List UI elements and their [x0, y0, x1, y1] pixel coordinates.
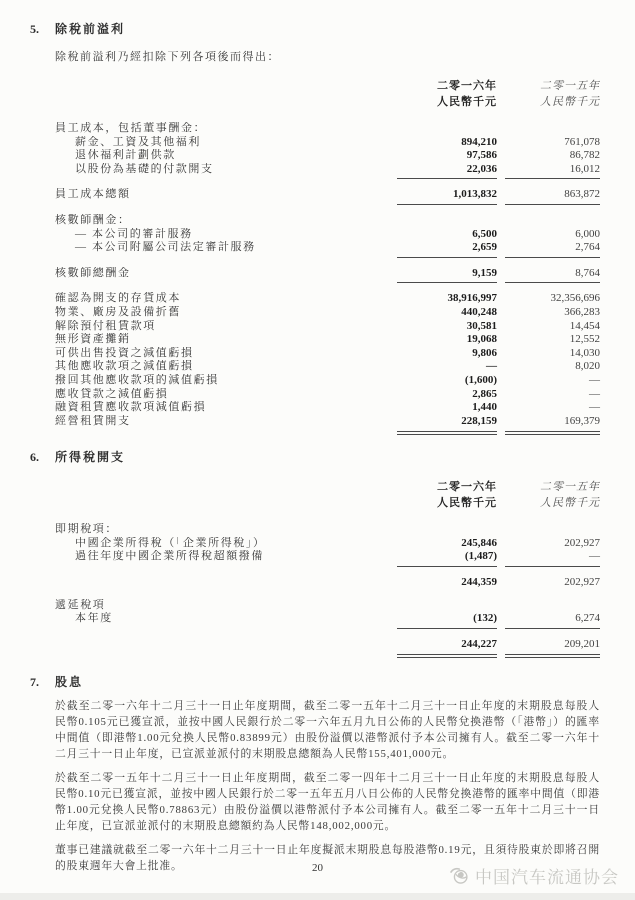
- value-2015: 14,030: [569, 346, 600, 359]
- col-header-2016-year: 二零一六年: [437, 80, 497, 92]
- table-row: [55, 163, 600, 180]
- value-2015: 761,078: [564, 135, 600, 148]
- section6-heading: [30, 450, 600, 465]
- value-2016: (132): [397, 612, 497, 629]
- row-label: 過往年度中國企業所得稅超額撥備: [75, 550, 264, 563]
- value-2015: 14,454: [569, 319, 600, 332]
- section6-column-year-header: [55, 479, 600, 495]
- value-2015: —: [589, 373, 600, 386]
- row-label: 物業、廠房及設備折舊: [55, 305, 181, 318]
- table-row: [55, 122, 600, 136]
- row-label: 確認為開支的存貨成本: [55, 292, 181, 305]
- value-2016: 9,806: [472, 346, 497, 359]
- row-label: 融資租賃應收款項減值虧損: [55, 401, 207, 414]
- row-label: 員工成本，包括董事酬金：: [55, 122, 207, 134]
- value-2015: —: [589, 401, 600, 414]
- row-label: 解除預付租賃款項: [55, 319, 156, 332]
- row-label: 員工成本總額: [55, 188, 131, 201]
- value-2015: 209,201: [505, 638, 600, 659]
- table-row: [55, 523, 600, 537]
- row-label: 中國企業所得稅（「企業所得稅」）: [75, 536, 266, 549]
- value-2016: 1,440: [472, 401, 497, 414]
- section5-column-year-header: [55, 78, 600, 94]
- row-label: 退休福利計劃供款: [75, 149, 176, 162]
- table-row: [55, 214, 600, 228]
- value-2015: 86,782: [569, 149, 600, 162]
- row-label: — 本公司的審計服務: [75, 227, 193, 240]
- table-spacer-row: [55, 283, 600, 292]
- value-2015: 366,283: [564, 305, 600, 318]
- col-header-2016-unit: 人民幣千元: [437, 497, 497, 510]
- table-row: [55, 599, 600, 613]
- row-label: 應收貸款之減值虧損: [55, 387, 169, 400]
- value-2016: 6,500: [472, 227, 497, 240]
- row-label: 撥回其他應收款項的減值虧損: [55, 373, 219, 386]
- value-2016: 440,248: [461, 305, 497, 318]
- table-row: [55, 576, 600, 590]
- dividend-paragraph-1: 於截至二零一六年十二月三十一日止年度期間，截至二零一五年十二月三十一日止年度的末期股息每股人民幣0.105元已獲宣派，並按中國人民銀行於二零一六年五月九日公佈的人民幣兌換港幣（「港幣」）的匯率中間值（即港幣1.00元兌換人民幣0.83899元）由股份溢價以港幣派付予本公司擁有人。截至二零一六年十二月三十一日止年度，已宣派並派付的末期股息總額為人民幣155,401,000元。: [55, 700, 600, 761]
- section5-intro: 除稅前溢利乃經扣除下列各項後而得出：: [55, 51, 280, 63]
- value-2016: 2,865: [472, 387, 497, 400]
- value-2015: 2,764: [505, 241, 600, 258]
- watermark-text: 中国汽车流通协会: [475, 868, 619, 887]
- row-label: 以股份為基礎的付款開支: [75, 162, 214, 175]
- col-header-2015-unit: 人民幣千元: [540, 497, 600, 510]
- table-row: [55, 188, 600, 205]
- profit-before-tax-table: [55, 122, 600, 435]
- section5-heading: [30, 22, 600, 37]
- value-2015: 6,000: [575, 227, 600, 240]
- value-2016: —: [486, 360, 497, 373]
- section5-column-unit-header: [55, 94, 600, 110]
- col-header-2015-year: 二零一五年: [540, 80, 600, 92]
- value-2016: 22,036: [397, 163, 497, 180]
- dividend-paragraph-2: 於截至二零一五年十二月三十一日止年度期間，截至二零一四年十二月三十一日止年度的末期股息每股人民幣0.10元已獲宣派，並按中國人民銀行於二零一五年五月八日公佈的人民幣兌換港幣的匯率中間值（即港幣1.00元兌換人民幣0.78863元）由股份溢價以港幣派付予本公司擁有人。截至二零一五年十二月三十一日止年度，已宣派並派付的末期股息總額約為人民幣148,002,000元。: [55, 772, 600, 833]
- value-2016: (1,600): [464, 373, 497, 386]
- watermark: [448, 863, 619, 888]
- value-2015: 202,927: [564, 536, 600, 549]
- value-2015: 32,356,696: [550, 292, 600, 305]
- table-spacer-row: [55, 179, 600, 188]
- page-number: 20: [312, 862, 323, 874]
- value-2016: 244,359: [461, 576, 497, 589]
- table-spacer-row: [55, 629, 600, 638]
- value-2015: —: [505, 550, 600, 567]
- table-row: [55, 415, 600, 436]
- value-2015: 202,927: [564, 576, 600, 589]
- value-2016: 228,159: [397, 415, 497, 436]
- value-2015: 8,764: [505, 267, 600, 284]
- value-2016: 1,013,832: [397, 188, 497, 205]
- table-row: [55, 374, 600, 388]
- table-row: [55, 537, 600, 551]
- row-label: 薪金、工資及其他福利: [75, 135, 201, 148]
- table-row: [55, 136, 600, 150]
- table-row: [55, 241, 600, 258]
- table-spacer-row: [55, 205, 600, 214]
- income-tax-table: [55, 523, 600, 658]
- value-2016: 19,068: [466, 333, 497, 346]
- table-row: [55, 401, 600, 415]
- table-row: [55, 306, 600, 320]
- table-spacer-row: [55, 567, 600, 576]
- section7-number: 7.: [30, 675, 39, 690]
- value-2015: —: [589, 387, 600, 400]
- row-label: 其他應收款項之減值虧損: [55, 360, 194, 373]
- col-header-2015-unit: 人民幣千元: [540, 96, 600, 108]
- table-row: [55, 228, 600, 242]
- row-label: 核數師總酬金: [55, 266, 131, 279]
- scan-edge: [0, 893, 635, 900]
- col-header-2016-unit: 人民幣千元: [437, 96, 497, 108]
- value-2016: 97,586: [466, 149, 497, 162]
- row-label: 經營租賃開支: [55, 414, 131, 427]
- table-spacer-row: [55, 258, 600, 267]
- value-2015: 12,552: [569, 333, 600, 346]
- value-2016: 9,159: [397, 267, 497, 284]
- dividend-paragraph-3: 董事已建議就截至二零一六年十二月三十一日止年度擬派末期股息每股港幣0.19元，且須待股東於即將召開的股東週年大會上批准。: [55, 844, 600, 873]
- section7-title: 股息: [55, 675, 84, 690]
- value-2016: (1,487): [397, 550, 497, 567]
- table-row: [55, 550, 600, 567]
- table-row: [55, 333, 600, 347]
- row-label: 即期稅項：: [55, 523, 118, 536]
- value-2015: 16,012: [505, 163, 600, 180]
- section5-number: 5.: [30, 22, 39, 36]
- row-label: — 本公司附屬公司法定審計服務: [75, 241, 256, 254]
- table-row: [55, 347, 600, 361]
- table-row: [55, 267, 600, 284]
- col-header-2015-year: 二零一五年: [540, 481, 600, 494]
- section6-number: 6.: [30, 450, 39, 465]
- section5-title: 除稅前溢利: [55, 22, 126, 36]
- table-row: [55, 638, 600, 659]
- value-2015: 863,872: [505, 188, 600, 205]
- table-row: [55, 612, 600, 629]
- row-label: 核數師酬金：: [55, 213, 131, 226]
- row-label: 本年度: [75, 612, 113, 625]
- table-row: [55, 320, 600, 334]
- association-logo-icon: [448, 866, 470, 886]
- col-header-2016-year: 二零一六年: [437, 481, 497, 494]
- value-2016: 245,846: [461, 536, 497, 549]
- value-2016: 894,210: [461, 135, 497, 148]
- value-2016: 38,916,997: [447, 292, 497, 305]
- table-row: [55, 292, 600, 306]
- table-row: [55, 388, 600, 402]
- section6-title: 所得稅開支: [55, 450, 126, 465]
- row-label: 可供出售投資之減值虧損: [55, 346, 194, 359]
- row-label: 無形資產攤銷: [55, 333, 131, 346]
- value-2015: 6,274: [505, 612, 600, 629]
- row-label: 遞延稅項: [55, 598, 106, 611]
- value-2015: 8,020: [575, 360, 600, 373]
- value-2015: 169,379: [505, 415, 600, 436]
- table-spacer-row: [55, 590, 600, 599]
- section6-column-unit-header: [55, 495, 600, 511]
- section7-heading: [30, 675, 600, 690]
- value-2016: 2,659: [397, 241, 497, 258]
- value-2016: 244,227: [397, 638, 497, 659]
- value-2016: 30,581: [466, 319, 497, 332]
- table-row: [55, 149, 600, 163]
- table-row: [55, 360, 600, 374]
